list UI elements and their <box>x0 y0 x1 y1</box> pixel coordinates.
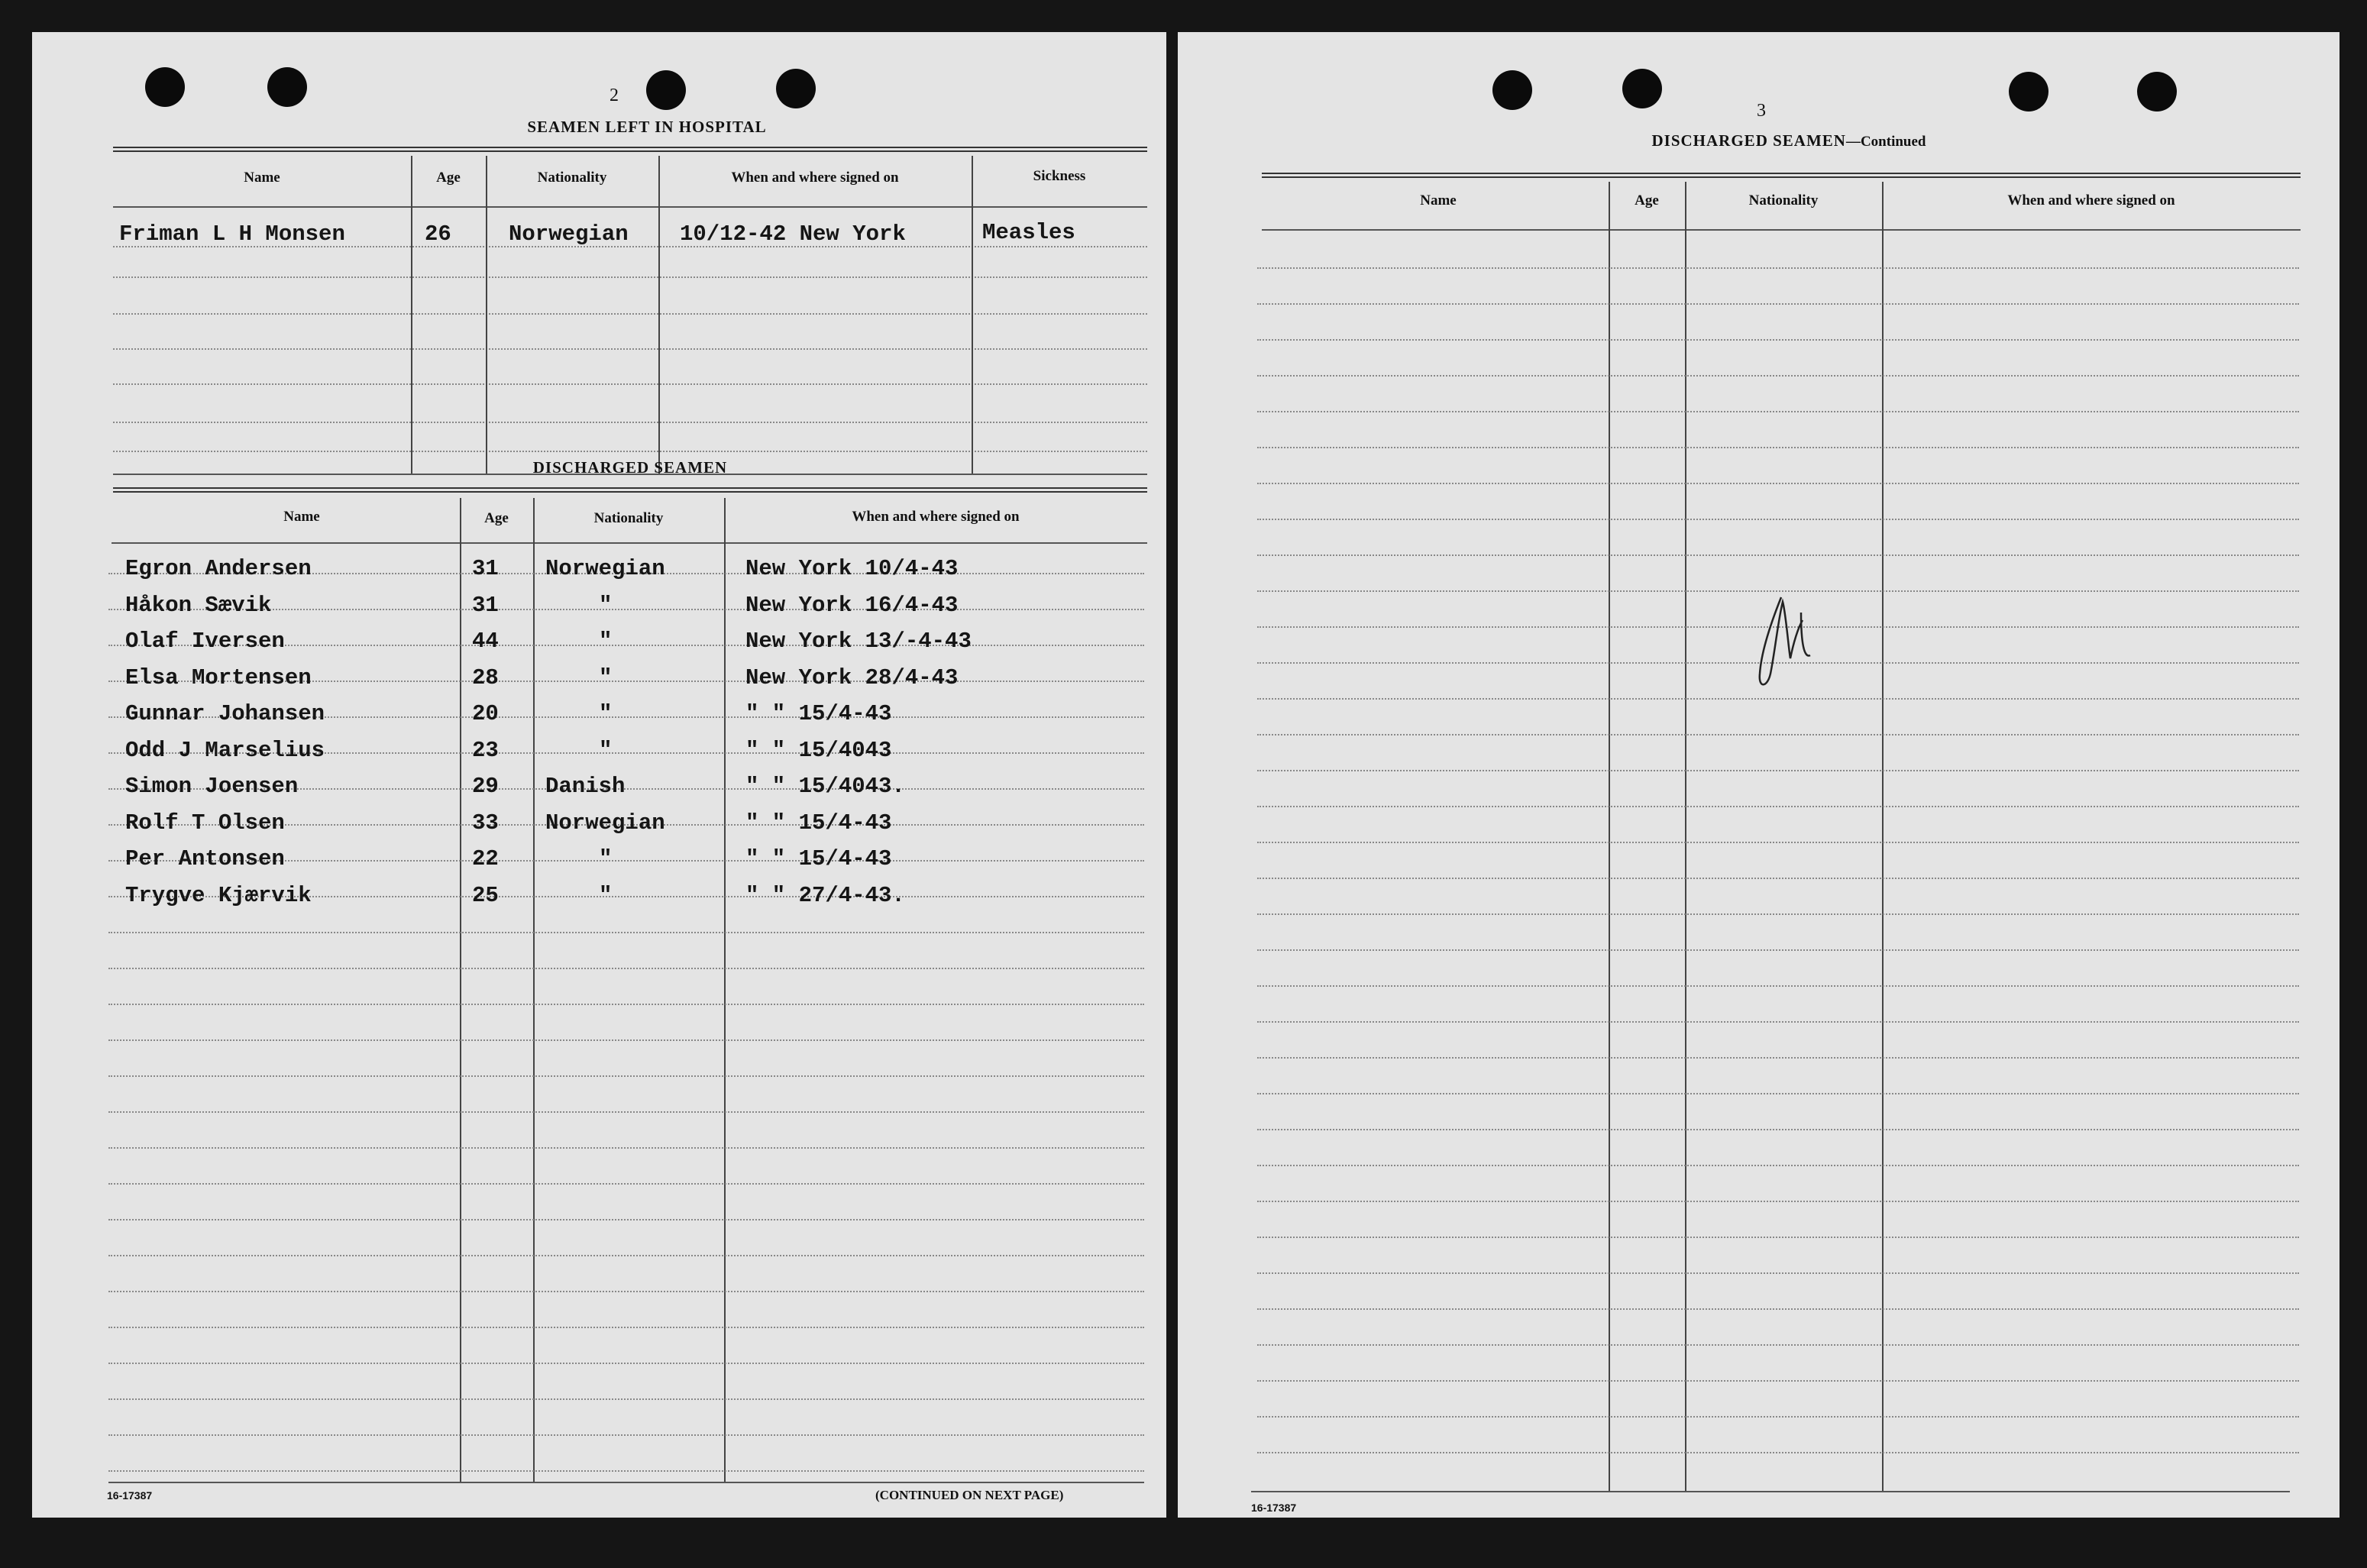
seaman-nationality: Danish <box>545 774 626 799</box>
row-rule <box>1257 1021 2299 1023</box>
row-rule <box>1257 842 2299 843</box>
row-rule <box>1257 554 2299 556</box>
seaman-signed-on: New York 13/-4-43 <box>745 629 972 654</box>
row-rule <box>108 932 1144 933</box>
row-rule <box>1257 913 2299 915</box>
form-number: 16-17387 <box>1251 1502 1297 1514</box>
row-rule <box>108 1327 1144 1328</box>
seaman-signed-on: " " 15/4043 <box>745 737 892 763</box>
row-rule <box>113 383 1147 385</box>
seaman-signed-on: " " 27/4-43. <box>745 882 905 908</box>
seaman-age: 33 <box>472 810 499 836</box>
col-header-name: Name <box>283 509 320 525</box>
seaman-name: Egron Andersen <box>125 556 312 581</box>
title-main: DISCHARGED SEAMEN <box>1651 131 1846 150</box>
punch-hole <box>1492 70 1532 110</box>
row-rule <box>113 451 1147 452</box>
seaman-name: Gunnar Johansen <box>125 701 325 726</box>
page-number: 3 <box>1757 101 1766 121</box>
row-rule <box>1257 1380 2299 1382</box>
row-rule <box>1257 1308 2299 1310</box>
right-page <box>1178 32 2340 1518</box>
row-rule <box>108 1219 1144 1220</box>
column-divider <box>411 156 412 474</box>
seaman-age: 31 <box>472 556 499 581</box>
seaman-nationality: Norwegian <box>545 556 665 581</box>
seaman-signed-on: New York 10/4-43 <box>745 556 959 581</box>
page-number: 2 <box>610 86 619 105</box>
title-suffix: —Continued <box>1845 134 1926 150</box>
discharged-section-title: DISCHARGED SEAMEN <box>532 458 728 477</box>
row-rule <box>108 1183 1144 1185</box>
row-rule <box>113 422 1147 423</box>
hospital-nationality: Norwegian <box>509 221 629 247</box>
hospital-section-title: SEAMEN LEFT IN HOSPITAL <box>527 118 767 136</box>
row-rule <box>1257 1237 2299 1238</box>
row-rule <box>113 276 1147 278</box>
row-rule <box>1257 1416 2299 1418</box>
col-header-age: Age <box>1635 192 1659 209</box>
row-rule <box>108 1470 1144 1472</box>
column-divider <box>658 156 660 474</box>
seaman-age: 23 <box>472 737 499 763</box>
seaman-name: Simon Joensen <box>125 774 299 799</box>
col-header-age: Age <box>436 170 461 186</box>
row-rule <box>1257 734 2299 736</box>
column-divider <box>1685 182 1686 1492</box>
seaman-age: 44 <box>472 629 499 654</box>
row-rule <box>1257 411 2299 412</box>
row-rule <box>108 1255 1144 1256</box>
row-rule <box>1257 267 2299 269</box>
row-rule <box>1257 949 2299 951</box>
seaman-age: 20 <box>472 701 499 726</box>
row-rule <box>1257 878 2299 879</box>
row-rule <box>113 348 1147 350</box>
table-top-rule <box>113 147 1147 152</box>
row-rule <box>1257 1272 2299 1274</box>
seaman-signed-on: " " 15/4-43 <box>745 810 892 836</box>
header-underline <box>112 542 1147 544</box>
row-rule <box>108 1111 1144 1113</box>
row-rule <box>1257 985 2299 987</box>
row-rule <box>1257 519 2299 520</box>
row-rule <box>108 1434 1144 1436</box>
row-rule <box>108 1039 1144 1041</box>
row-rule <box>1257 770 2299 771</box>
punch-hole <box>267 67 307 107</box>
col-header-nationality: Nationality <box>537 170 607 186</box>
punch-hole <box>776 69 816 108</box>
row-rule <box>108 1398 1144 1400</box>
row-rule <box>108 1075 1144 1077</box>
binding-spine <box>1166 32 1178 1518</box>
table-top-rule <box>113 487 1147 493</box>
seaman-nationality: " <box>599 629 613 654</box>
seaman-signed-on: New York 16/4-43 <box>745 592 959 618</box>
column-divider <box>1882 182 1884 1492</box>
seaman-name: Elsa Mortensen <box>125 664 312 690</box>
col-header-nationality: Nationality <box>1748 192 1819 209</box>
column-divider <box>1609 182 1610 1492</box>
row-rule <box>1257 1129 2299 1130</box>
table-top-rule <box>1262 173 2301 178</box>
table-bottom-rule <box>1251 1491 2290 1492</box>
col-header-name: Name <box>1420 192 1457 209</box>
row-rule <box>1257 483 2299 484</box>
column-divider <box>486 156 487 474</box>
seaman-signed-on: " " 15/4043. <box>745 774 905 799</box>
column-divider <box>972 156 973 474</box>
col-header-signed-on: When and where signed on <box>731 170 899 186</box>
seaman-nationality: " <box>599 701 613 726</box>
row-rule <box>1257 1057 2299 1059</box>
hospital-signed-on: 10/12-42 New York <box>680 221 906 247</box>
col-header-sickness: Sickness <box>1033 168 1086 184</box>
hospital-age: 26 <box>425 221 451 247</box>
seaman-nationality: " <box>599 882 613 908</box>
row-rule <box>1257 447 2299 448</box>
seaman-signed-on: New York 28/4-43 <box>745 664 959 690</box>
col-header-nationality: Nationality <box>593 510 664 526</box>
seaman-nationality: Norwegian <box>545 810 665 836</box>
seaman-nationality: " <box>599 846 613 871</box>
row-rule <box>1257 806 2299 807</box>
col-header-signed-on: When and where signed on <box>852 509 1020 525</box>
handwritten-signature <box>1755 559 1816 712</box>
seaman-name: Trygve Kjærvik <box>125 882 312 908</box>
seaman-signed-on: " " 15/4-43 <box>745 846 892 871</box>
seaman-age: 25 <box>472 882 499 908</box>
row-rule <box>1257 303 2299 305</box>
row-rule <box>1257 1165 2299 1166</box>
punch-hole <box>2137 72 2177 112</box>
table-bottom-rule <box>108 1482 1144 1483</box>
seaman-age: 22 <box>472 846 499 871</box>
row-rule <box>108 1363 1144 1364</box>
seaman-nationality: " <box>599 592 613 618</box>
seaman-signed-on: " " 15/4-43 <box>745 701 892 726</box>
punch-hole <box>1622 69 1662 108</box>
seaman-name: Olaf Iversen <box>125 629 285 654</box>
row-rule <box>1257 1093 2299 1094</box>
seaman-age: 31 <box>472 592 499 618</box>
col-header-age: Age <box>484 510 509 526</box>
hospital-name: Friman L H Monsen <box>119 221 345 247</box>
left-page <box>32 32 1166 1518</box>
row-rule <box>1257 1344 2299 1346</box>
seaman-age: 28 <box>472 664 499 690</box>
continued-note: (CONTINUED ON NEXT PAGE) <box>875 1488 1064 1502</box>
col-header-name: Name <box>244 170 280 186</box>
row-rule <box>1257 339 2299 341</box>
col-header-signed-on: When and where signed on <box>2007 192 2175 209</box>
seaman-age: 29 <box>472 774 499 799</box>
header-underline <box>113 206 1147 208</box>
row-rule <box>108 968 1144 969</box>
punch-hole <box>145 67 185 107</box>
punch-hole <box>646 70 686 110</box>
hospital-sickness: Measles <box>982 220 1075 245</box>
row-rule <box>108 1291 1144 1292</box>
form-number: 16-17387 <box>107 1489 153 1502</box>
header-underline <box>1262 229 2301 231</box>
seaman-nationality: " <box>599 737 613 763</box>
punch-hole <box>2009 72 2048 112</box>
seaman-name: Per Antonsen <box>125 846 285 871</box>
row-rule <box>1257 375 2299 377</box>
seaman-name: Odd J Marselius <box>125 737 325 763</box>
seaman-nationality: " <box>599 664 613 690</box>
row-rule <box>1257 1201 2299 1202</box>
row-rule <box>108 1004 1144 1005</box>
seaman-name: Rolf T Olsen <box>125 810 285 836</box>
row-rule <box>1257 1452 2299 1453</box>
seaman-name: Håkon Sævik <box>125 592 272 618</box>
discharged-continued-title <box>1407 131 2171 150</box>
row-rule <box>113 313 1147 315</box>
row-rule <box>108 1147 1144 1149</box>
